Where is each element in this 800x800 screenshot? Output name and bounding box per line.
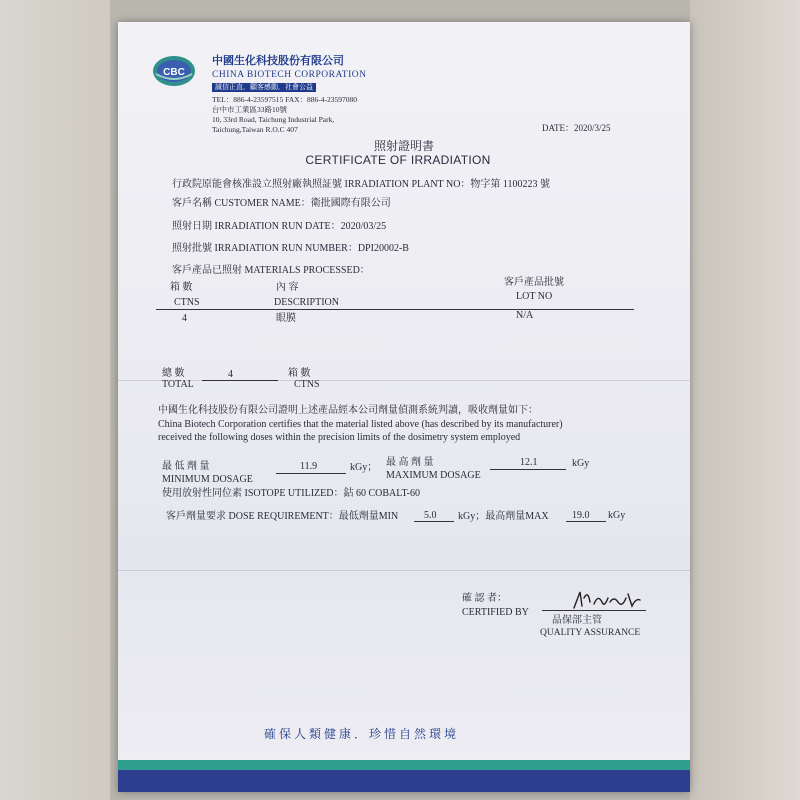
- total-unit-en: CTNS: [294, 379, 320, 390]
- paper-fold-2: [118, 570, 690, 571]
- table-header-lot-cn: 客戶產品批號: [504, 277, 564, 288]
- plant-no: 行政院原能會核准設立照射廠執照証號 IRRADIATION PLANT NO：物字第 1100223 號: [172, 179, 551, 190]
- dose-requirement-label: 客戶劑量要求 DOSE REQUIREMENT：最低劑量MIN: [166, 511, 399, 522]
- footer-slogan: 確保人類健康．珍惜自然環境: [264, 727, 460, 741]
- run-date: 照射日期 IRRADIATION RUN DATE：2020/03/25: [172, 221, 387, 232]
- certified-by-label-en: CERTIFIED BY: [462, 607, 529, 618]
- run-number: 照射批號 IRRADIATION RUN NUMBER：DPI20002-B: [172, 243, 409, 254]
- table-header-lot-en: LOT NO: [516, 291, 553, 302]
- company-motto: 誠信正直．顧客感動．社會公益: [212, 83, 316, 92]
- min-dosage-value: 11.9: [300, 461, 318, 472]
- footer-bar-blue: [118, 770, 690, 792]
- table-row-ctns: 4: [182, 313, 187, 324]
- min-dosage-label-en: MINIMUM DOSAGE: [162, 474, 253, 485]
- total-label-en: TOTAL: [162, 379, 194, 390]
- table-row-desc: 眼膜: [276, 313, 296, 324]
- background-right: [690, 0, 800, 800]
- title-en: CERTIFICATE OF IRRADIATION: [305, 153, 491, 167]
- total-value: 4: [228, 369, 233, 380]
- dept-cn: 品保部主管: [552, 615, 602, 626]
- certificate-paper: [118, 22, 690, 792]
- total-unit-cn: 箱 數: [288, 368, 311, 379]
- certify-statement-en-1: China Biotech Corporation certifies that the material listed above (has described by its manufacturer): [158, 419, 563, 430]
- dose-requirement-max-underline: [566, 521, 606, 522]
- company-logo: [152, 54, 196, 88]
- background-left: [0, 0, 110, 800]
- materials-processed: 客戶產品已照射 MATERIALS PROCESSED：: [172, 265, 370, 276]
- company-name-en: CHINA BIOTECH CORPORATION: [212, 70, 367, 80]
- total-label-cn: 總 數: [162, 368, 185, 379]
- max-dosage-value: 12.1: [520, 457, 538, 468]
- dose-requirement-max: 19.0: [572, 510, 590, 521]
- certificate-date: DATE：2020/3/25: [542, 123, 611, 133]
- min-dosage-unit: kGy；: [350, 462, 378, 473]
- address-en-line1: 10, 33rd Road, Taichung Industrial Park,: [212, 115, 335, 124]
- table-header-desc-en: DESCRIPTION: [274, 297, 340, 308]
- isotope-utilized: 使用放射性同位素 ISOTOPE UTILIZED：鈷 60 COBALT-60: [162, 488, 420, 499]
- phone-fax: TEL：886-4-23597515 FAX：886-4-23597080: [212, 95, 358, 104]
- dose-requirement-min: 5.0: [424, 510, 437, 521]
- company-name-cn: 中國生化科技股份有限公司: [212, 55, 344, 67]
- dose-requirement-unit: kGy: [608, 510, 626, 521]
- address-cn: 台中市工業區33路10號: [212, 105, 287, 114]
- customer-name: 客戶名稱 CUSTOMER NAME：衛批國際有限公司: [172, 198, 391, 209]
- title-cn: 照射證明書: [373, 139, 434, 153]
- max-dosage-label-en: MAXIMUM DOSAGE: [386, 470, 481, 481]
- certified-by-label-cn: 確 認 者：: [462, 593, 507, 604]
- total-value-underline: [202, 380, 278, 381]
- max-dosage-label-cn: 最 高 劑 量: [386, 457, 434, 468]
- table-header-ctns-cn: 箱 數: [170, 282, 193, 293]
- certify-statement-en-2: received the following doses within the precision limits of the dosimetry system employed: [158, 432, 521, 443]
- max-dosage-underline: [490, 469, 566, 470]
- table-header-desc-cn: 內 容: [276, 282, 299, 293]
- dept-en: QUALITY ASSURANCE: [540, 628, 641, 638]
- min-dosage-label-cn: 最 低 劑 量: [162, 461, 210, 472]
- address-en-line2: Taichung,Taiwan R.O.C 407: [212, 125, 298, 134]
- signature-line: [542, 610, 646, 611]
- table-header-ctns-en: CTNS: [174, 297, 200, 308]
- dose-requirement-mid: kGy；最高劑量MAX: [458, 511, 549, 522]
- dose-requirement-min-underline: [414, 521, 454, 522]
- certify-statement-cn: 中國生化科技股份有限公司證明上述產品經本公司劑量偵測系統判讀，吸收劑量如下：: [158, 405, 538, 416]
- max-dosage-unit: kGy: [572, 458, 590, 469]
- table-row-lot: N/A: [516, 310, 534, 321]
- min-dosage-underline: [276, 473, 346, 474]
- footer-bar-green: [118, 760, 690, 770]
- logo-text: CBC: [163, 67, 185, 78]
- table-header-rule: [156, 309, 634, 310]
